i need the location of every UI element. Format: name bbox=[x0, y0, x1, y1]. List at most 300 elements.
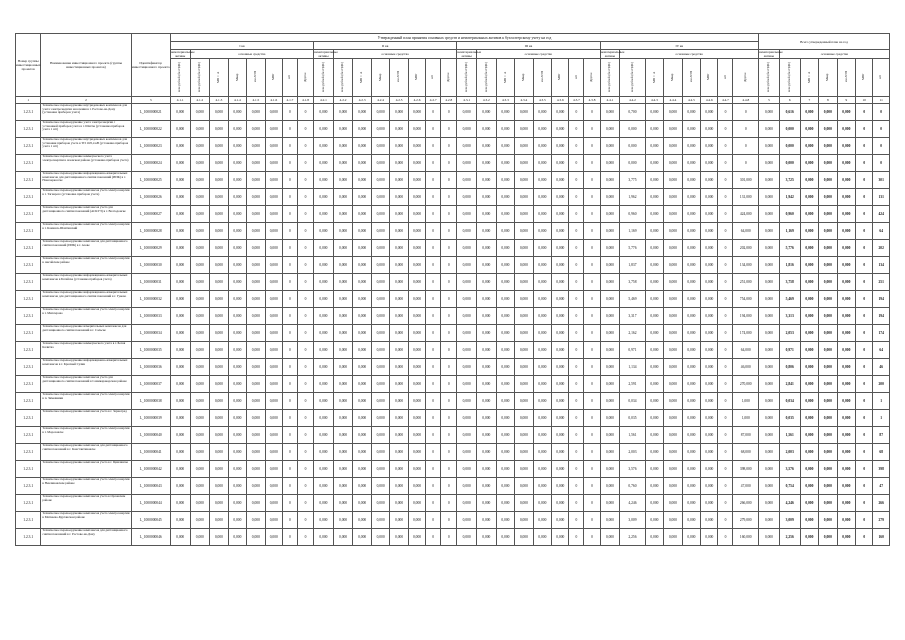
q4-os-value-cell: 3,775 bbox=[620, 172, 645, 189]
value-cell: 0,000 bbox=[701, 172, 718, 189]
value-cell: 0 bbox=[856, 223, 873, 240]
value-cell: 0,000 bbox=[247, 155, 265, 172]
table-row bbox=[16, 172, 890, 189]
value-cell: 0,000 bbox=[371, 274, 389, 291]
total-nma-cell: 0,000 bbox=[759, 291, 780, 308]
value-cell: 0,000 bbox=[314, 478, 334, 495]
value-cell: 0,000 bbox=[600, 342, 620, 359]
project-name-cell: Техническое перевооружение комплексов учета для дистанционного снятия показаний (АСКУЭ) в г. Волгодонске bbox=[41, 206, 131, 223]
value-cell: 0,000 bbox=[265, 359, 282, 376]
q4-os-value-cell: 0,034 bbox=[620, 393, 645, 410]
value-cell: 0 bbox=[856, 155, 873, 172]
value-cell: 0,000 bbox=[600, 104, 620, 121]
unit-header-q1-6 bbox=[265, 59, 282, 97]
column-number-cell: 4.2.7 bbox=[426, 97, 441, 104]
value-cell: 0,000 bbox=[390, 461, 408, 478]
group-number-cell: 1.2.3.1 bbox=[16, 172, 41, 189]
value-cell: 0 bbox=[297, 393, 313, 410]
value-cell: 0 bbox=[584, 325, 600, 342]
value-cell: 0,000 bbox=[170, 376, 190, 393]
project-name-cell: Техническое перевооружение внутридомовых комплексов для установки приборов учета в ТП 10/0,4 кВ (установка приборов учета 1 шт) bbox=[41, 138, 131, 155]
value-cell: 0,000 bbox=[333, 376, 353, 393]
value-cell: 0,000 bbox=[837, 495, 855, 512]
value-cell: 0,000 bbox=[265, 274, 282, 291]
value-cell: 0,000 bbox=[371, 495, 389, 512]
value-cell: 0,000 bbox=[645, 138, 663, 155]
total-nma-cell: 0,000 bbox=[759, 393, 780, 410]
q4-os-value-cell: 0,035 bbox=[620, 410, 645, 427]
value-cell: 0,000 bbox=[701, 359, 718, 376]
value-cell: 0,000 bbox=[837, 121, 855, 138]
value-cell: 0,000 bbox=[800, 121, 818, 138]
value-cell: 0 bbox=[856, 274, 873, 291]
value-cell: 0 bbox=[297, 121, 313, 138]
q4-os-value-cell: 0,000 bbox=[620, 121, 645, 138]
value-cell: 0,000 bbox=[353, 189, 371, 206]
total-os-cell: 2,003 bbox=[779, 444, 800, 461]
value-cell: 0 bbox=[282, 189, 297, 206]
value-cell: 0 bbox=[856, 376, 873, 393]
unit-label: Другое bbox=[445, 72, 450, 82]
value-cell: 0,000 bbox=[477, 427, 497, 444]
value-cell: 0 bbox=[441, 444, 457, 461]
value-cell: 0,000 bbox=[515, 308, 533, 325]
value-cell: 0,000 bbox=[819, 495, 837, 512]
value-cell: 0,000 bbox=[477, 461, 497, 478]
value-cell: 0 bbox=[441, 495, 457, 512]
project-name-cell: Техническое перевооружение информационно-измерительных комплексов в Батайске (установка приборов учета) bbox=[41, 274, 131, 291]
total-os-cell: 0,000 bbox=[779, 155, 800, 172]
value-cell: 0,000 bbox=[477, 376, 497, 393]
value-cell: 0 bbox=[856, 410, 873, 427]
value-cell: 0,000 bbox=[600, 529, 620, 546]
value-cell: 0,000 bbox=[408, 104, 425, 121]
total-other-cell: 64 bbox=[873, 223, 890, 240]
column-number-cell: 4.3.5 bbox=[533, 97, 551, 104]
value-cell: 0,000 bbox=[210, 342, 228, 359]
value-cell: 0,000 bbox=[228, 138, 246, 155]
total-other-cell: 266 bbox=[873, 495, 890, 512]
value-cell: 0 bbox=[297, 427, 313, 444]
value-cell: 0,000 bbox=[314, 223, 334, 240]
value-cell: 0 bbox=[584, 138, 600, 155]
value-cell: 0,000 bbox=[314, 495, 334, 512]
value-cell: 0,000 bbox=[390, 155, 408, 172]
value-cell: 0 bbox=[718, 325, 733, 342]
value-cell: 0,000 bbox=[408, 376, 425, 393]
total-other-cell: 398 bbox=[873, 461, 890, 478]
total-os-cell: 0,000 bbox=[779, 138, 800, 155]
total-nma-cell: 0,000 bbox=[759, 376, 780, 393]
value-cell: 0 bbox=[441, 512, 457, 529]
value-cell: 0,000 bbox=[408, 189, 425, 206]
value-cell: 0,000 bbox=[333, 359, 353, 376]
value-cell: 0,000 bbox=[371, 427, 389, 444]
value-cell: 0 bbox=[426, 206, 441, 223]
value-cell: 0,000 bbox=[390, 240, 408, 257]
value-cell: 0,000 bbox=[664, 376, 682, 393]
value-cell: 0 bbox=[282, 104, 297, 121]
value-cell: 0 bbox=[718, 291, 733, 308]
value-cell: 0,000 bbox=[496, 138, 514, 155]
value-cell: 0,000 bbox=[314, 257, 334, 274]
value-cell: 0,000 bbox=[265, 155, 282, 172]
value-cell: 0 bbox=[426, 359, 441, 376]
value-cell: 0,000 bbox=[682, 104, 700, 121]
value-cell: 0 bbox=[426, 223, 441, 240]
project-name-cell: Техническое перевооружение комплексов учета в г. Зерноград bbox=[41, 410, 131, 427]
value-cell: 0,000 bbox=[496, 376, 514, 393]
value-cell: 0,000 bbox=[371, 138, 389, 155]
value-cell: 0,000 bbox=[533, 172, 551, 189]
q4-other-value-cell: 64,000 bbox=[733, 342, 759, 359]
value-cell: 0,000 bbox=[333, 257, 353, 274]
value-cell: 0,000 bbox=[390, 172, 408, 189]
value-cell: 0,000 bbox=[333, 478, 353, 495]
value-cell: 0,000 bbox=[552, 172, 569, 189]
value-cell: 0,000 bbox=[333, 410, 353, 427]
value-cell: 0,000 bbox=[390, 325, 408, 342]
value-cell: 0 bbox=[441, 291, 457, 308]
value-cell: 0,000 bbox=[515, 240, 533, 257]
value-cell: 0 bbox=[718, 427, 733, 444]
value-cell: 0 bbox=[718, 359, 733, 376]
value-cell: 0,000 bbox=[701, 291, 718, 308]
unit-header-q3-4 bbox=[515, 59, 533, 97]
value-cell: 0 bbox=[441, 376, 457, 393]
value-cell: 0,000 bbox=[210, 308, 228, 325]
header-total-caption: Всего утвержденный план на год bbox=[759, 34, 890, 50]
value-cell: 0 bbox=[856, 121, 873, 138]
group-number-cell: 1.2.3.1 bbox=[16, 512, 41, 529]
value-cell: 0,000 bbox=[333, 138, 353, 155]
column-number-cell: 4.3.3 bbox=[496, 97, 514, 104]
header-q2-os: основные средства bbox=[333, 50, 457, 59]
q4-other-value-cell: 0 bbox=[733, 104, 759, 121]
value-cell: 0,000 bbox=[170, 155, 190, 172]
unit-label: млн рублей (без НДС) bbox=[766, 61, 771, 93]
value-cell: 0,000 bbox=[682, 172, 700, 189]
value-cell: 0,000 bbox=[457, 342, 477, 359]
value-cell: 0,000 bbox=[645, 461, 663, 478]
unit-header-total-2 bbox=[779, 59, 800, 97]
value-cell: 0,000 bbox=[170, 138, 190, 155]
value-cell: 0,000 bbox=[371, 240, 389, 257]
value-cell: 0,000 bbox=[496, 444, 514, 461]
value-cell: 0,000 bbox=[371, 512, 389, 529]
value-cell: 0,000 bbox=[210, 155, 228, 172]
value-cell: 0,000 bbox=[819, 359, 837, 376]
total-os-cell: 1,942 bbox=[779, 189, 800, 206]
value-cell: 0,000 bbox=[314, 410, 334, 427]
group-number-cell: 1.2.3.1 bbox=[16, 257, 41, 274]
column-number-cell: 1 bbox=[16, 97, 41, 104]
value-cell: 0,000 bbox=[664, 444, 682, 461]
value-cell: 0,000 bbox=[408, 155, 425, 172]
project-name-cell: Техническое перевооружение комплексов учета электроэнергии в Матвеево-Курганском районе bbox=[41, 512, 131, 529]
value-cell: 0 bbox=[718, 138, 733, 155]
value-cell: 0 bbox=[297, 104, 313, 121]
value-cell: 0 bbox=[441, 342, 457, 359]
value-cell: 0,000 bbox=[247, 121, 265, 138]
value-cell: 0,000 bbox=[457, 189, 477, 206]
value-cell: 0,000 bbox=[515, 138, 533, 155]
table-row bbox=[16, 478, 890, 495]
header-q4-os: основные средства bbox=[620, 50, 759, 59]
value-cell: 0,000 bbox=[682, 529, 700, 546]
unit-label: шт bbox=[573, 75, 578, 79]
value-cell: 0,000 bbox=[800, 342, 818, 359]
value-cell: 0,000 bbox=[390, 376, 408, 393]
value-cell: 0 bbox=[282, 410, 297, 427]
total-nma-cell: 0,000 bbox=[759, 512, 780, 529]
value-cell: 0,000 bbox=[552, 308, 569, 325]
value-cell: 0,000 bbox=[701, 206, 718, 223]
project-name-cell: Техническое перевооружение комплексов учета в Орловском районе bbox=[41, 495, 131, 512]
value-cell: 0,000 bbox=[819, 274, 837, 291]
total-other-cell: 47 bbox=[873, 478, 890, 495]
value-cell: 0,000 bbox=[371, 121, 389, 138]
value-cell: 0,000 bbox=[552, 223, 569, 240]
value-cell: 0,000 bbox=[819, 461, 837, 478]
value-cell: 0,000 bbox=[353, 223, 371, 240]
value-cell: 0,000 bbox=[533, 223, 551, 240]
value-cell: 0,000 bbox=[477, 308, 497, 325]
value-cell: 0,000 bbox=[645, 495, 663, 512]
value-cell: 0,000 bbox=[552, 206, 569, 223]
value-cell: 0,000 bbox=[457, 223, 477, 240]
q4-os-value-cell: 3,317 bbox=[620, 308, 645, 325]
value-cell: 0,000 bbox=[408, 291, 425, 308]
q4-other-value-cell: 194,000 bbox=[733, 308, 759, 325]
value-cell: 0,000 bbox=[600, 257, 620, 274]
value-cell: 0 bbox=[584, 240, 600, 257]
q4-other-value-cell: 87,000 bbox=[733, 427, 759, 444]
value-cell: 0 bbox=[297, 308, 313, 325]
value-cell: 0,000 bbox=[190, 206, 210, 223]
value-cell: 0,000 bbox=[457, 376, 477, 393]
value-cell: 0,000 bbox=[170, 461, 190, 478]
value-cell: 0 bbox=[584, 257, 600, 274]
value-cell: 0,000 bbox=[533, 308, 551, 325]
value-cell: 0,000 bbox=[408, 359, 425, 376]
unit-header-q4-3 bbox=[645, 59, 663, 97]
q4-os-value-cell: 0,971 bbox=[620, 342, 645, 359]
value-cell: 0,000 bbox=[800, 478, 818, 495]
value-cell: 0,000 bbox=[333, 461, 353, 478]
q4-os-value-cell: 2,162 bbox=[620, 325, 645, 342]
value-cell: 0,000 bbox=[477, 444, 497, 461]
value-cell: 0,000 bbox=[837, 342, 855, 359]
unit-label: шт bbox=[430, 75, 435, 79]
project-name-cell: Техническое перевооружение комплексов учета электроэнергии в г. Морозовске bbox=[41, 427, 131, 444]
group-number-cell: 1.2.3.1 bbox=[16, 359, 41, 376]
value-cell: 0 bbox=[441, 223, 457, 240]
total-nma-cell: 0,000 bbox=[759, 206, 780, 223]
value-cell: 0,000 bbox=[477, 223, 497, 240]
value-cell: 0,000 bbox=[800, 189, 818, 206]
q4-os-value-cell: 5,469 bbox=[620, 291, 645, 308]
project-id-cell: L_1000000038 bbox=[131, 393, 170, 410]
value-cell: 0,000 bbox=[600, 138, 620, 155]
q4-os-value-cell: 2,003 bbox=[620, 444, 645, 461]
value-cell: 0 bbox=[426, 189, 441, 206]
value-cell: 0,000 bbox=[228, 359, 246, 376]
value-cell: 0,000 bbox=[837, 291, 855, 308]
column-number-cell: 11 bbox=[873, 97, 890, 104]
value-cell: 0,000 bbox=[228, 444, 246, 461]
value-cell: 0,000 bbox=[265, 223, 282, 240]
value-cell: 0,000 bbox=[265, 512, 282, 529]
unit-label: Другое bbox=[302, 72, 307, 82]
column-number-cell: 4.4.7 bbox=[718, 97, 733, 104]
value-cell: 0,000 bbox=[701, 342, 718, 359]
value-cell: 0,000 bbox=[457, 359, 477, 376]
value-cell: 0,000 bbox=[390, 104, 408, 121]
group-number-cell: 1.2.3.1 bbox=[16, 138, 41, 155]
total-os-cell: 0,000 bbox=[779, 121, 800, 138]
value-cell: 0 bbox=[718, 529, 733, 546]
value-cell: 0,000 bbox=[600, 206, 620, 223]
value-cell: 0,000 bbox=[190, 138, 210, 155]
value-cell: 0,000 bbox=[552, 512, 569, 529]
table-row bbox=[16, 512, 890, 529]
total-other-cell: 64 bbox=[873, 342, 890, 359]
value-cell: 0,000 bbox=[552, 461, 569, 478]
table-row bbox=[16, 529, 890, 546]
value-cell: 0 bbox=[282, 240, 297, 257]
value-cell: 0 bbox=[282, 342, 297, 359]
value-cell: 0 bbox=[584, 410, 600, 427]
table-row bbox=[16, 376, 890, 393]
total-other-cell: 200 bbox=[873, 376, 890, 393]
value-cell: 0,000 bbox=[552, 342, 569, 359]
unit-label: км ЛЭП bbox=[843, 71, 848, 83]
value-cell: 0 bbox=[569, 138, 584, 155]
table-row bbox=[16, 427, 890, 444]
value-cell: 0,000 bbox=[496, 393, 514, 410]
value-cell: 0 bbox=[441, 427, 457, 444]
value-cell: 0,000 bbox=[819, 223, 837, 240]
value-cell: 0,000 bbox=[228, 240, 246, 257]
value-cell: 0,000 bbox=[496, 104, 514, 121]
value-cell: 0,000 bbox=[371, 444, 389, 461]
total-other-cell: 87 bbox=[873, 427, 890, 444]
value-cell: 0,000 bbox=[190, 308, 210, 325]
value-cell: 0,000 bbox=[496, 512, 514, 529]
value-cell: 0,000 bbox=[265, 325, 282, 342]
value-cell: 0 bbox=[441, 104, 457, 121]
value-cell: 0,000 bbox=[701, 223, 718, 240]
value-cell: 0,000 bbox=[645, 512, 663, 529]
value-cell: 0,000 bbox=[190, 393, 210, 410]
value-cell: 0,000 bbox=[265, 478, 282, 495]
value-cell: 0,000 bbox=[408, 342, 425, 359]
q4-other-value-cell: 134,000 bbox=[733, 257, 759, 274]
column-number-cell: 6 bbox=[779, 97, 800, 104]
unit-label: МВ×А bbox=[651, 71, 656, 83]
value-cell: 0,000 bbox=[353, 155, 371, 172]
value-cell: 0,000 bbox=[477, 359, 497, 376]
value-cell: 0,000 bbox=[210, 121, 228, 138]
table-row bbox=[16, 359, 890, 376]
value-cell: 0,000 bbox=[353, 410, 371, 427]
value-cell: 0,000 bbox=[682, 121, 700, 138]
project-id-cell: L_1000000025 bbox=[131, 172, 170, 189]
value-cell: 0,000 bbox=[682, 427, 700, 444]
value-cell: 0,000 bbox=[170, 291, 190, 308]
value-cell: 0 bbox=[282, 325, 297, 342]
value-cell: 0 bbox=[856, 393, 873, 410]
total-nma-cell: 0,000 bbox=[759, 410, 780, 427]
value-cell: 0,000 bbox=[353, 393, 371, 410]
value-cell: 0 bbox=[856, 529, 873, 546]
value-cell: 0,000 bbox=[477, 240, 497, 257]
column-number-cell: 4.3.8 bbox=[584, 97, 600, 104]
unit-label: Мвар bbox=[670, 73, 675, 81]
unit-label: МВ×А bbox=[806, 71, 811, 83]
unit-header-q1-1 bbox=[170, 59, 190, 97]
value-cell: 0,000 bbox=[170, 257, 190, 274]
value-cell: 0,000 bbox=[664, 342, 682, 359]
q4-other-value-cell: 398,000 bbox=[733, 461, 759, 478]
value-cell: 0,000 bbox=[371, 104, 389, 121]
project-id-cell: L_1000000042 bbox=[131, 461, 170, 478]
value-cell: 0,000 bbox=[457, 172, 477, 189]
value-cell: 0,000 bbox=[664, 155, 682, 172]
value-cell: 0 bbox=[297, 155, 313, 172]
value-cell: 0,000 bbox=[210, 495, 228, 512]
unit-label: км ЛЭП bbox=[253, 71, 258, 83]
value-cell: 0 bbox=[441, 172, 457, 189]
table-row bbox=[16, 274, 890, 291]
q4-os-value-cell: 1,962 bbox=[620, 189, 645, 206]
value-cell: 0,000 bbox=[170, 172, 190, 189]
value-cell: 0 bbox=[426, 512, 441, 529]
value-cell: 0,000 bbox=[701, 376, 718, 393]
value-cell: 0 bbox=[297, 512, 313, 529]
column-number-cell: 9 bbox=[837, 97, 855, 104]
project-id-cell: L_1000000024 bbox=[131, 155, 170, 172]
value-cell: 0,000 bbox=[819, 257, 837, 274]
value-cell: 0,000 bbox=[247, 376, 265, 393]
value-cell: 0,000 bbox=[477, 291, 497, 308]
value-cell: 0,000 bbox=[645, 121, 663, 138]
q4-os-value-cell: 2,256 bbox=[620, 529, 645, 546]
value-cell: 0,000 bbox=[190, 155, 210, 172]
value-cell: 0,000 bbox=[837, 274, 855, 291]
group-number-cell: 1.2.3.1 bbox=[16, 427, 41, 444]
header-plan-caption: Утвержденный план принятия основных средств и нематериальных активов к бухгалтерскому учету на год bbox=[170, 34, 758, 42]
value-cell: 0,000 bbox=[664, 240, 682, 257]
value-cell: 0 bbox=[426, 478, 441, 495]
value-cell: 0,000 bbox=[408, 257, 425, 274]
column-number-cell: 7 bbox=[800, 97, 818, 104]
value-cell: 0,000 bbox=[228, 274, 246, 291]
value-cell: 0,000 bbox=[170, 274, 190, 291]
unit-header-q3-8 bbox=[584, 59, 600, 97]
value-cell: 0,000 bbox=[701, 461, 718, 478]
unit-label: млн рублей (без НДС) bbox=[629, 61, 634, 93]
value-cell: 0,000 bbox=[247, 393, 265, 410]
value-cell: 0,000 bbox=[533, 495, 551, 512]
value-cell: 0,000 bbox=[210, 189, 228, 206]
value-cell: 0,000 bbox=[533, 478, 551, 495]
value-cell: 0 bbox=[569, 291, 584, 308]
value-cell: 0,000 bbox=[664, 291, 682, 308]
value-cell: 0,000 bbox=[408, 444, 425, 461]
value-cell: 0,000 bbox=[664, 121, 682, 138]
